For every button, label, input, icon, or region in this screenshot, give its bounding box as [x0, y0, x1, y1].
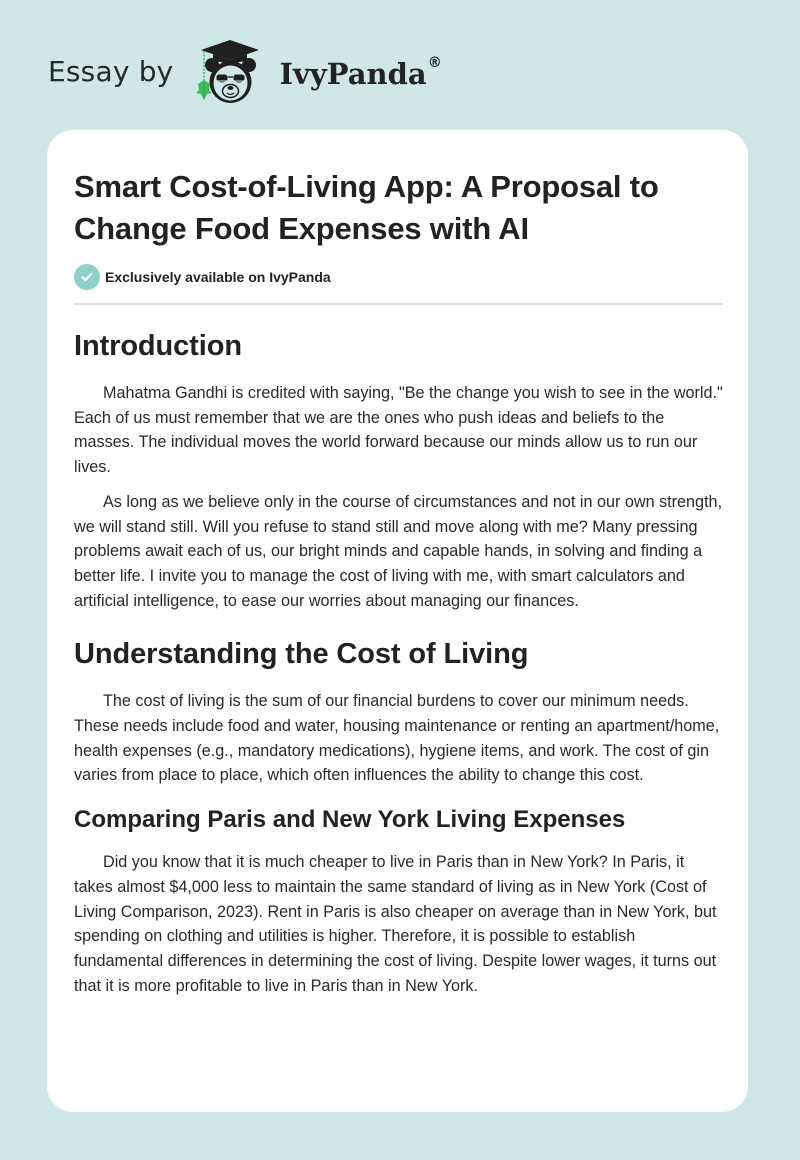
registered-mark: ®	[427, 55, 442, 72]
article-title: Smart Cost-of-Living App: A Proposal to Change Food Expenses with AI	[74, 169, 659, 246]
brand-name-text: IvyPanda	[279, 57, 427, 91]
subsection-heading-paris-new-york: Comparing Paris and New York Living Expenses	[74, 806, 626, 834]
exclusive-badge	[74, 264, 722, 290]
section-heading-introduction: Introduction	[74, 330, 242, 362]
panda-graduate-icon	[187, 38, 277, 108]
paragraph: The cost of living is the sum of our financial burdens to cover our minimum needs. These needs include food and water, housing maintenance or renting an apartment/home, health expenses (e.g., mandatory medications), hygiene items, and work. The cost of gin varies from place to place, which often influences the ability to change this cost.	[74, 692, 720, 785]
section-heading-cost-of-living: Understanding the Cost of Living	[74, 638, 529, 671]
paragraph: Did you know that it is much cheaper to live in Paris than in New York? In Paris, it takes almost $4,000 less to maintain the same standard of living as in New York (Cost of Living Comparison, 2023). Rent in Paris is also cheaper on average than in New York, but spending on clothing and utilities is higher. Therefore, it is possible to establish fundamental differences in determining the cost of living. Despite lower wages, it turns out that it is more profitable to live in Paris than in New York.	[74, 853, 717, 995]
brand-name	[279, 57, 441, 91]
brand-header[interactable]	[48, 38, 442, 108]
title-divider	[74, 303, 723, 305]
check-circle-icon	[74, 264, 100, 290]
paragraph: As long as we believe only in the course of circumstances and not in our own strength, we will stand still. Will you refuse to stand still and move along with me? Many pressing problems await each of us, our bright minds and capable hands, in solving and finding a better life. I invite you to manage the cost of living with me, with smart calculators and artificial intelligence, to ease our worries about managing our finances.	[74, 492, 723, 610]
brand-prefix: Essay by	[48, 54, 174, 88]
paragraph: Mahatma Gandhi is credited with saying, "Be the change you wish to see in the world." Each of us must remember that we are the ones who push ideas and beliefs to the masses. The individual moves the world forward because our minds allow us to run our lives.	[74, 384, 723, 477]
exclusive-text: Exclusively available on IvyPanda	[105, 269, 331, 285]
article-card	[47, 130, 748, 1112]
